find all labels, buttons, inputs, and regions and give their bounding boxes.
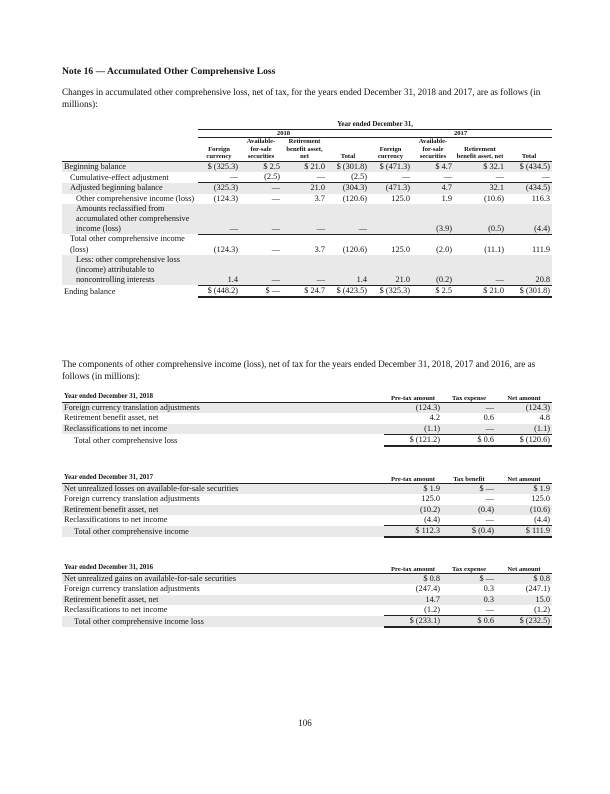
cell: $ 1.9: [384, 484, 442, 495]
cell: —: [442, 605, 496, 616]
table-row: [62, 505, 552, 515]
page-number: 106: [298, 718, 312, 728]
row-label: Net unrealized gains on available-for-sale securities: [62, 574, 384, 585]
table-row: [62, 515, 552, 526]
col-header: Tax expense: [442, 392, 496, 403]
cell: —: [454, 172, 506, 183]
cell: (1.1): [384, 424, 442, 435]
col-header: Total: [340, 153, 356, 161]
cell: 125.0: [391, 244, 410, 254]
cell: 116.3: [531, 193, 551, 203]
row-label: Ending balance: [64, 286, 116, 296]
row-label: Cumulative-effect adjustment: [70, 172, 169, 182]
cell: (3.9): [412, 204, 454, 235]
cell: (120.6): [342, 244, 367, 254]
cell: —: [369, 172, 412, 183]
cell: $ 0.8: [496, 574, 552, 585]
cell: (4.4): [506, 204, 552, 235]
col-header: Foreign currency: [377, 145, 404, 161]
table-row: [62, 584, 552, 594]
period-header: Year ended December 31,: [198, 121, 552, 129]
year-header-2018: 2018: [198, 129, 369, 138]
row-label: Reclassifications to net income: [62, 424, 384, 435]
table-row: [62, 183, 552, 194]
cell: 4.8: [539, 413, 550, 423]
cell: —: [442, 424, 496, 435]
row-label: Foreign currency translation adjustments: [62, 403, 384, 414]
cell: $ 21.0: [282, 161, 327, 172]
cell: $ 21.0: [454, 285, 506, 297]
table-row: [62, 194, 552, 204]
cell: (11.1): [484, 244, 504, 254]
year-header-2017: 2017: [369, 129, 552, 138]
cell: 125.0: [421, 494, 440, 504]
row-label: Foreign currency translation adjustments: [64, 494, 200, 504]
row-label: Retirement benefit asset, net: [64, 413, 159, 423]
cell: (124.3): [213, 193, 238, 203]
cell: (247.4): [415, 584, 440, 594]
cell: —: [240, 204, 282, 235]
cell: $ —: [442, 574, 496, 585]
cell: 0.3: [483, 584, 494, 594]
cell: $ 4.7: [412, 161, 454, 172]
cell: (434.5): [506, 183, 552, 194]
cell: (124.3): [384, 403, 442, 414]
cell: $ 2.5: [412, 285, 454, 297]
table-row: [62, 574, 552, 585]
row-label: Foreign currency translation adjustments: [64, 584, 200, 594]
table-row: [62, 234, 552, 254]
cell: $ (301.8): [327, 161, 369, 172]
cell: (1.1): [496, 424, 552, 435]
col-header: Tax expense: [442, 563, 496, 574]
table-row: [62, 285, 552, 297]
table-header: Year ended December 31, 2017: [62, 473, 384, 484]
cell: (2.0): [436, 244, 452, 254]
cell: $ 111.9: [496, 526, 552, 538]
row-label: Total other comprehensive loss: [74, 435, 178, 445]
cell: —: [442, 515, 496, 526]
row-label: Adjusted beginning balance: [62, 183, 198, 194]
components-table-2018: [62, 392, 552, 447]
cell: $ (325.3): [369, 285, 412, 297]
table-row: [62, 424, 552, 435]
col-header: Pre-tax amount: [384, 563, 442, 574]
cell: (2.5): [240, 172, 282, 183]
table-row: [62, 204, 552, 235]
cell: (2.5): [327, 172, 369, 183]
cell: —: [282, 204, 327, 235]
table-row: [62, 605, 552, 616]
table-row: [62, 484, 552, 495]
table-row: [62, 413, 552, 423]
cell: 4.2: [429, 413, 440, 423]
cell: —: [282, 172, 327, 183]
cell: $ (434.5): [506, 161, 552, 172]
cell: 111.9: [532, 244, 551, 254]
cell: 21.0: [282, 183, 327, 194]
aoci-table: [62, 121, 552, 298]
table-row: [62, 434, 552, 446]
cell: —: [271, 193, 280, 203]
cell: $ (448.2): [198, 285, 240, 297]
table-row: [62, 403, 552, 414]
cell: 125.0: [531, 494, 550, 504]
row-label: Other comprehensive income (loss): [76, 193, 195, 203]
note-title: Note 16 — Accumulated Other Comprehensive Loss: [62, 66, 276, 77]
table-row: [62, 161, 552, 172]
cell: (120.6): [342, 193, 367, 203]
cell: (124.3): [496, 403, 552, 414]
cell: (1.2): [384, 605, 442, 616]
cell: (10.2): [384, 505, 442, 515]
col-header: Net amount: [496, 563, 552, 574]
cell: (10.6): [496, 505, 552, 515]
cell: (325.3): [198, 183, 240, 194]
components-table-2017: [62, 473, 552, 538]
components-paragraph: The components of other comprehensive income (loss), net of tax for the years ended December 31, 2018, 2017 and 2016, are as follows (in millions):: [62, 359, 536, 382]
row-label: Reclassifications to net income: [64, 515, 168, 525]
cell: (4.4): [496, 515, 552, 526]
col-header: Net amount: [496, 392, 552, 403]
cell: (10.6): [483, 193, 504, 203]
cell: 3.7: [314, 193, 325, 203]
cell: 0.3: [442, 595, 496, 605]
cell: (0.4): [442, 505, 496, 515]
cell: 20.8: [506, 255, 552, 286]
cell: $ 112.3: [384, 526, 442, 538]
cell: $ 1.9: [496, 484, 552, 495]
cell: 1.4: [198, 255, 240, 286]
cell: 15.0: [496, 595, 552, 605]
cell: 4.7: [412, 183, 454, 194]
col-header: Pre-tax amount: [384, 392, 442, 403]
cell: $ (0.4): [442, 526, 496, 538]
cell: $ (121.2): [384, 434, 442, 446]
cell: —: [198, 172, 240, 183]
cell: —: [282, 255, 327, 286]
cell: —: [506, 172, 552, 183]
table-header: Year ended December 31, 2016: [62, 563, 384, 574]
cell: 0.6: [483, 413, 494, 423]
cell: —: [240, 183, 282, 194]
components-table-2016: [62, 563, 552, 628]
cell: (247.1): [525, 584, 550, 594]
table-row: [62, 172, 552, 183]
col-header: Retirement benefit asset, net: [286, 138, 323, 161]
cell: (0.5): [454, 204, 506, 235]
table-header: Year ended December 31, 2018: [62, 392, 384, 403]
row-label: Beginning balance: [62, 161, 198, 172]
cell: 21.0: [369, 255, 412, 286]
row-label: Less: other comprehensive loss (income) attributable to noncontrolling interests: [62, 255, 198, 286]
cell: (1.2): [496, 605, 552, 616]
table-row: [62, 255, 552, 286]
cell: $ (325.3): [198, 161, 240, 172]
cell: —: [412, 172, 454, 183]
cell: (124.3): [213, 244, 238, 254]
table-row: [62, 616, 552, 628]
row-label: Total other comprehensive income: [62, 526, 384, 538]
col-header: Foreign currency: [206, 145, 232, 161]
cell: $ (233.1): [384, 616, 442, 628]
cell: —: [454, 255, 506, 286]
cell: $ 32.1: [454, 161, 506, 172]
cell: —: [198, 204, 240, 235]
cell: $ (120.6): [496, 434, 552, 446]
cell: $ (423.5): [327, 285, 369, 297]
intro-paragraph: Changes in accumulated other comprehensive loss, net of tax, for the years ended December 31, 2018 and 2017, are as follows (in millions):: [62, 87, 541, 110]
row-label: Total other comprehensive income loss: [62, 616, 384, 628]
table-row: [62, 595, 552, 605]
cell: (304.3): [327, 183, 369, 194]
row-label: Amounts reclassified from accumulated other comprehensive income (loss): [62, 204, 198, 235]
cell: —: [442, 403, 496, 414]
col-header: Available-for-sale securities: [418, 138, 448, 161]
col-header: Available-for-sale securities: [246, 138, 276, 161]
cell: $ 2.5: [240, 161, 282, 172]
cell: $ (301.8): [506, 285, 552, 297]
cell: 32.1: [454, 183, 506, 194]
row-label: Retirement benefit asset, net: [62, 505, 384, 515]
cell: 1.4: [327, 255, 369, 286]
cell: —: [271, 244, 280, 254]
cell: $ —: [442, 484, 496, 495]
cell: $ 0.6: [442, 616, 496, 628]
cell: (0.2): [412, 255, 454, 286]
col-header: Net amount: [496, 473, 552, 484]
row-label: Retirement benefit asset, net: [62, 595, 384, 605]
table-row: [62, 526, 552, 538]
row-label: Net unrealized losses on available-for-sale securities: [62, 484, 384, 495]
cell: —: [327, 204, 369, 235]
cell: $ 24.7: [282, 285, 327, 297]
cell: 14.7: [384, 595, 442, 605]
cell: [369, 204, 412, 235]
cell: 1.9: [441, 193, 452, 203]
cell: $ 0.8: [384, 574, 442, 585]
cell: $ (471.3): [369, 161, 412, 172]
row-label: Total other comprehensive income (loss): [70, 234, 185, 254]
col-header: Pre-tax amount: [384, 473, 442, 484]
cell: —: [485, 494, 494, 504]
cell: 125.0: [391, 193, 410, 203]
col-header: Tax benefit: [442, 473, 496, 484]
cell: (4.4): [384, 515, 442, 526]
row-label: Reclassifications to net income: [64, 605, 168, 615]
cell: —: [240, 255, 282, 286]
col-header: Total: [521, 153, 537, 161]
cell: (471.3): [369, 183, 412, 194]
col-header: Retirement benefit asset, net: [456, 145, 504, 161]
cell: $ (232.5): [496, 616, 552, 628]
table-row: [62, 494, 552, 504]
cell: $ 0.6: [442, 434, 496, 446]
cell: 3.7: [314, 244, 325, 254]
cell: $ —: [240, 285, 282, 297]
